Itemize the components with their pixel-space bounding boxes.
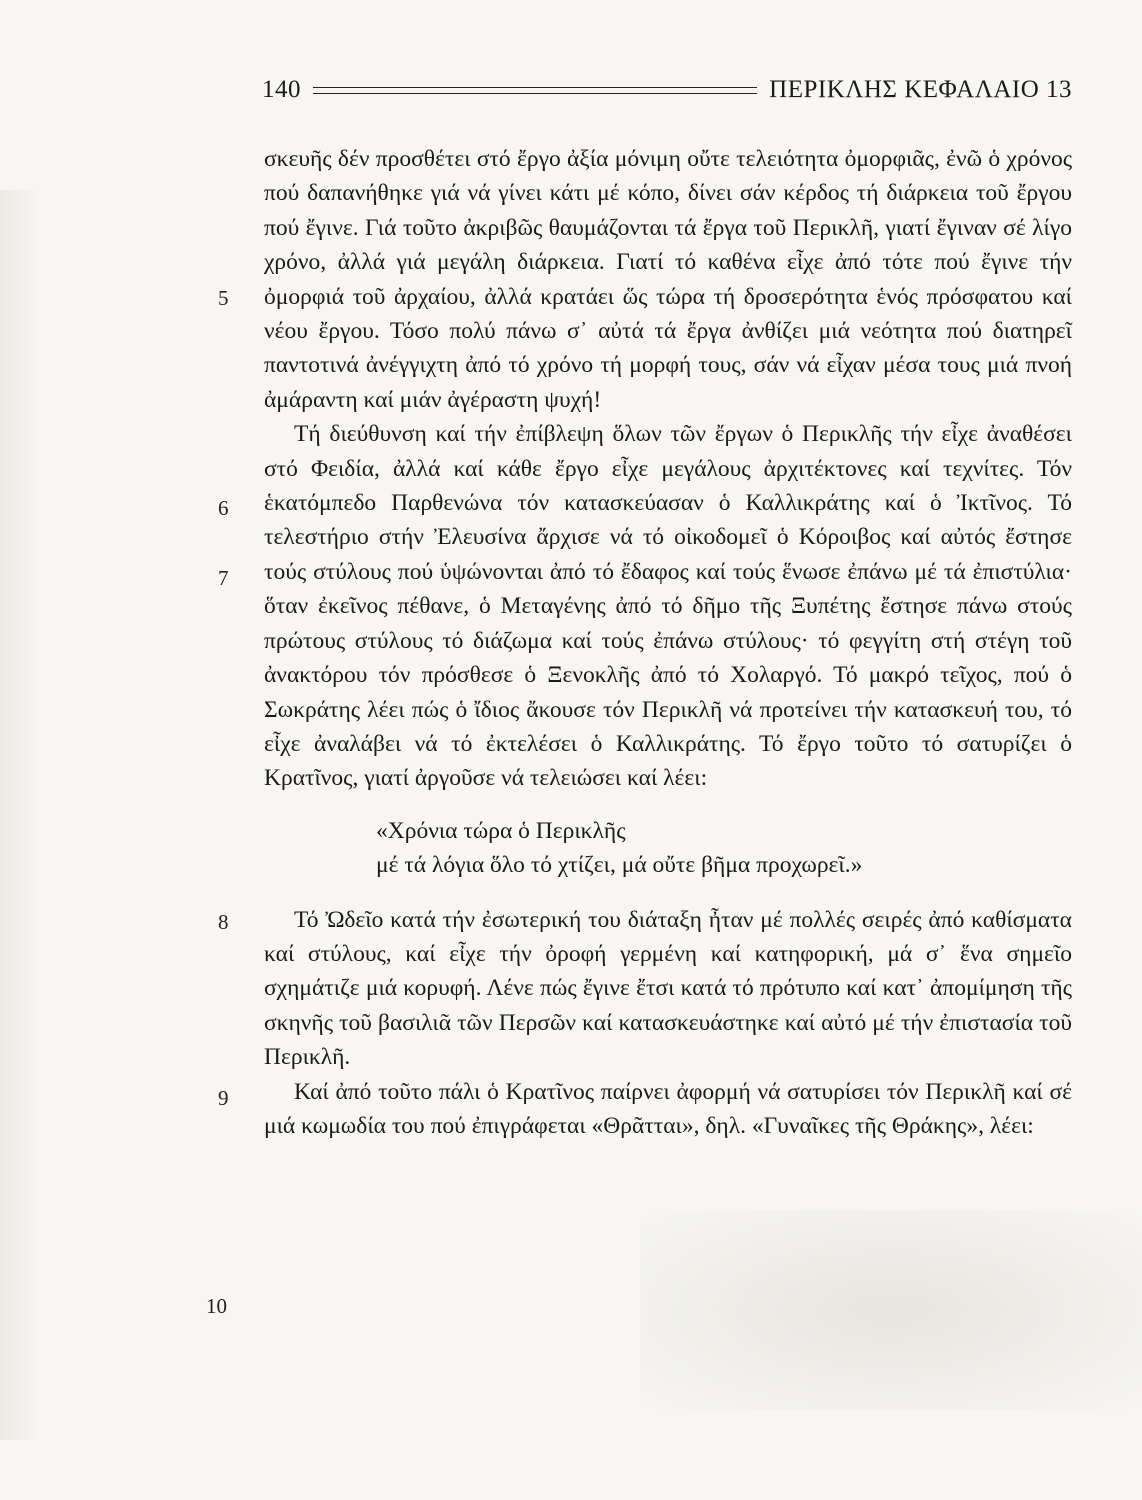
verse-line-1: «Χρόνια τώρα ὁ Περικλῆς: [376, 817, 626, 844]
margin-number-6: 6: [218, 496, 229, 520]
page-number: 140: [262, 76, 301, 103]
margin-number-9: 9: [218, 1086, 229, 1110]
running-header: [262, 70, 1080, 110]
margin-number-8: 8: [218, 910, 229, 934]
verse-line-2: μέ τά λόγια ὅλο τό χτίζει, μά οὔτε βῆμα προχωρεῖ.»: [376, 852, 863, 879]
margin-number-5: 5: [218, 286, 229, 310]
paragraph-2: Τή διεύθυνση καί τήν ἐπίβλεψη ὅλων τῶν ἔργων ὁ Περικλῆς τήν εἶχε ἀναθέσει στό Φειδία, ἀλλά καί κάθε ἔργο εἶχε μεγάλους ἀρχιτέκτονες καί τεχνίτες. Τόν ἑκατόμπεδο Παρθενώνα τόν κατασκεύασαν ὁ Καλλικράτης καί ὁ Ἰκτῖνος. Τό τελεστήριο στήν Ἐλευσίνα ἄρχισε νά τό οἰκοδομεῖ ὁ Κόροιβος καί αὐτός ἔστησε τούς στύλους πού ὑψώνονται ἀπό τό ἔδαφος καί τούς ἕνωσε ἐπάνω μέ τά ἐπιστύλια· ὅταν ἐκεῖνος πέθανε, ὁ Μεταγένης ἀπό τό δῆμο τῆς Ξυπέτης ἔστησε πάνω στούς πρώτους στύλους τό διάζωμα καί τούς ἐπάνω στύλους· τό φεγγίτη στή στέγη τοῦ ἀνακτόρου τόν πρόσθεσε ὁ Ξενοκλῆς ἀπό τό Χολαργό. Τό μακρό τεῖχος, πού ὁ Σωκράτης λέει πώς ὁ ἴδιος ἄκουσε τόν Περικλῆ νά προτείνει τήν κατασκευή του, τό εἶχε ἀναλάβει νά τό ἐκτελέσει ὁ Καλλικράτης. Τό ἔργο τοῦτο τό σατυρίζει ὁ Κρατῖνος, γιατί ἀργοῦσε νά τελειώσει καί λέει:: [264, 421, 1072, 792]
body-text: [264, 142, 1072, 1143]
header-double-rule: [313, 87, 757, 94]
margin-number-7: 7: [218, 566, 229, 590]
paragraph-3: Τό Ὠδεῖο κατά τήν ἐσωτερική του διάταξη ἦταν μέ πολλές σειρές ἀπό καθίσματα καί στύλους, καί εἶχε τήν ὀροφή γερμένη καί κατηφορική, μά σ᾽ ἕνα σημεῖο σχημάτιζε μιά κορυφή. Λένε πώς ἔγινε ἔτσι κατά τό πρότυπο καί κατ᾽ ἀπομίμηση τῆς σκηνῆς τοῦ βασιλιᾶ τῶν Περσῶν καί κατασκευάστηκε καί αὐτό μέ τήν ἐπιστασία τοῦ Περικλῆ.: [264, 906, 1072, 1071]
running-title: ΠΕΡΙΚΛΗΣ ΚΕΦΑΛΑΙΟ 13: [769, 76, 1072, 103]
scan-bleed-through: [640, 1210, 1142, 1410]
paragraph-4: Καί ἀπό τοῦτο πάλι ὁ Κρατῖνος παίρνει ἀφορμή νά σατυρίσει τόν Περικλῆ καί σέ μιά κωμωδία του πού ἐπιγράφεται «Θρᾶτται», δηλ. «Γυναῖκες τῆς Θράκης», λέει:: [264, 1078, 1072, 1139]
verse-quotation: [376, 814, 1072, 883]
scan-shadow-left: [0, 190, 40, 1440]
paragraph-1: σκευῆς δέν προσθέτει στό ἔργο ἀξία μόνιμη οὔτε τελειότητα ὀμορφιᾶς, ἐνῶ ὁ χρόνος πού δαπανήθηκε γιά νά γίνει κάτι μέ κόπο, δίνει σάν κέρδος τή διάρκεια τοῦ ἔργου πού ἔγινε. Γιά τοῦτο ἀκριβῶς θαυμάζονται τά ἔργα τοῦ Περικλῆ, γιατί ἔγιναν σέ λίγο χρόνο, ἀλλά γιά μεγάλη διάρκεια. Γιατί τό καθένα εἶχε ἀπό τότε πού ἔγινε τήν ὀμορφιά τοῦ ἀρχαίου, ἀλλά κρατάει ὥς τώρα τή δροσερότητα ἑνός πρόσφατου καί νέου ἔργου. Τόσο πολύ πάνω σ᾽ αὐτά τά ἔργα ἀνθίζει μιά νεότητα πού διατηρεῖ παντοτινά ἀνέγγιχτη ἀπό τό χρόνο τή μορφή τους, σάν νά εἶχαν μέσα τους μιά πνοή ἀμάραντη καί μιάν ἀγέραστη ψυχή!: [264, 146, 1072, 413]
margin-number-10: 10: [206, 1294, 227, 1318]
